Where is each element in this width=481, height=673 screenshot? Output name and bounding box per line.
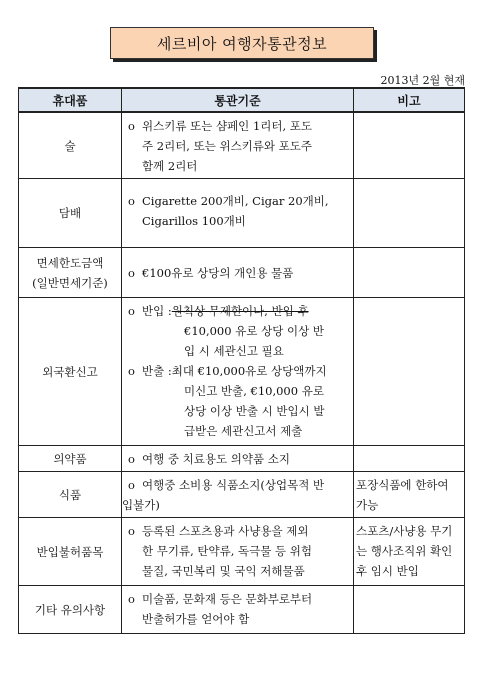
row-note-prohibited: 스포츠/사냥용 무기 는 행사조직위 확인 후 임시 반입 bbox=[354, 518, 465, 586]
table-row bbox=[19, 298, 465, 446]
row-item-food: 식품 bbox=[19, 472, 122, 518]
row-item-alcohol: 술 bbox=[19, 112, 122, 179]
table-row bbox=[19, 518, 465, 586]
row-item-currency: 외국환신고 bbox=[19, 298, 122, 446]
table-row bbox=[19, 472, 465, 518]
header-standard: 통관기준 bbox=[122, 88, 354, 112]
row-item-tobacco: 담배 bbox=[19, 179, 122, 248]
row-note-tobacco bbox=[354, 179, 465, 248]
row-standard-currency: o 반입 : 원칙상 무제한이나, 반입 후 €10,000 유로 상당 이상 반 입 시 세관신고 필요 o 반출 : 최대 €10,000유로 상당액까지 미신고 반출, €10,000 유로 상당 이상 반출 시 반입시 발 급받은 세관신고서 제출 bbox=[122, 298, 354, 446]
table-row bbox=[19, 179, 465, 248]
row-standard-medicine: o 여행 중 치료용도 의약품 소지 bbox=[122, 446, 354, 472]
row-standard-food: o 여행중 소비용 식품소지(상업목적 반 입불가) bbox=[122, 472, 354, 518]
row-standard-prohibited: o 등록된 스포츠용과 사냥용을 제외 한 무기류, 탄약류, 독극물 등 위험 물질, 국민복리 및 국익 저해물품 bbox=[122, 518, 354, 586]
row-item-dutyfree: 면세한도금액 (일반면세기준) bbox=[19, 248, 122, 298]
row-standard-tobacco: o Cigarette 200개비, Cigar 20개비, Cigarillos 100개비 bbox=[122, 179, 354, 248]
row-item-other: 기타 유의사항 bbox=[19, 586, 122, 634]
table-row bbox=[19, 446, 465, 472]
row-note-medicine bbox=[354, 446, 465, 472]
bullet: o bbox=[128, 119, 135, 133]
header-item: 휴대품 bbox=[19, 88, 122, 112]
row-note-other bbox=[354, 586, 465, 634]
export-label: 반출 : bbox=[142, 364, 172, 378]
row-note-currency bbox=[354, 298, 465, 446]
import-label: 반입 : bbox=[142, 304, 172, 318]
table-header-row bbox=[19, 88, 465, 112]
row-standard-other: o 미술품, 문화재 등은 문화부로부터 반출허가를 얻어야 함 bbox=[122, 586, 354, 634]
row-note-food: 포장식품에 한하여 가능 bbox=[354, 472, 465, 518]
row-standard-dutyfree: o €100유로 상당의 개인용 물품 bbox=[122, 248, 354, 298]
header-note: 비고 bbox=[354, 88, 465, 112]
table-row bbox=[19, 586, 465, 634]
row-note-dutyfree bbox=[354, 248, 465, 298]
row-item-medicine: 의약품 bbox=[19, 446, 122, 472]
table-row bbox=[19, 248, 465, 298]
row-item-prohibited: 반입불허품목 bbox=[19, 518, 122, 586]
page-title: 세르비아 여행자통관정보 bbox=[110, 27, 374, 59]
customs-table bbox=[18, 87, 465, 634]
row-standard-alcohol: o 위스키류 또는 샴페인 1리터, 포도 주 2리터, 또는 위스키류와 포도주 함께 2리터 bbox=[122, 112, 354, 179]
table-row bbox=[19, 112, 465, 179]
row-note-alcohol bbox=[354, 112, 465, 179]
date-label: 2013년 2월 현재 bbox=[380, 74, 465, 87]
